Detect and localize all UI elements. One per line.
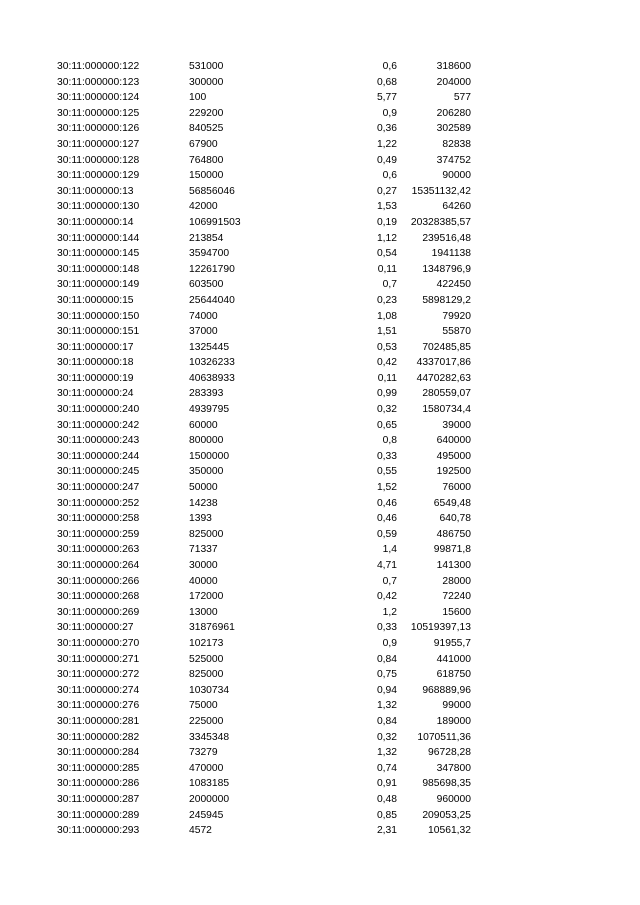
table-row [0,433,640,449]
table-row [0,464,640,480]
value-cell: 189000 [436,715,471,727]
table-row [0,90,640,106]
area-cell: 74000 [189,310,218,322]
value-cell: 99871,8 [433,544,471,556]
area-cell: 800000 [189,435,224,447]
value-cell: 28000 [442,575,471,587]
table-row [0,589,640,605]
area-cell: 102173 [189,637,224,649]
table-row [0,59,640,75]
rate-cell: 0,9 [382,637,397,649]
rate-cell: 0,46 [376,497,397,509]
value-cell: 5898129,2 [422,294,471,306]
table-row [0,511,640,527]
area-cell: 150000 [189,170,224,182]
rate-cell: 0,32 [376,404,397,416]
value-cell: 206280 [436,107,471,119]
cadastral-number-cell: 30:11:000000:27 [57,622,134,634]
cadastral-number-cell: 30:11:000000:274 [57,684,140,696]
table-row [0,340,640,356]
area-cell: 31876961 [189,622,235,634]
area-cell: 350000 [189,466,224,478]
rate-cell: 0,19 [376,216,397,228]
value-cell: 1580734,4 [422,404,471,416]
rate-cell: 0,42 [376,591,397,603]
value-cell: 15600 [442,606,471,618]
cadastral-number-cell: 30:11:000000:13 [57,185,134,197]
area-cell: 300000 [189,76,224,88]
rate-cell: 0,27 [376,185,397,197]
table-row [0,496,640,512]
area-cell: 75000 [189,700,218,712]
area-cell: 37000 [189,326,218,338]
table-row [0,386,640,402]
area-cell: 229200 [189,107,224,119]
rate-cell: 0,8 [382,435,397,447]
area-cell: 470000 [189,762,224,774]
rate-cell: 0,49 [376,154,397,166]
rate-cell: 1,51 [376,326,397,338]
area-cell: 283393 [189,388,224,400]
value-cell: 985698,35 [422,778,471,790]
table-row [0,683,640,699]
cadastral-number-cell: 30:11:000000:243 [57,435,140,447]
rate-cell: 1,32 [376,747,397,759]
value-cell: 422450 [436,279,471,291]
value-cell: 618750 [436,669,471,681]
table-row [0,542,640,558]
value-cell: 15351132,42 [411,185,471,197]
value-cell: 76000 [442,482,471,494]
area-cell: 225000 [189,715,224,727]
area-cell: 213854 [189,232,224,244]
area-cell: 3345348 [189,731,230,743]
cadastral-number-cell: 30:11:000000:259 [57,528,140,540]
value-cell: 441000 [436,653,471,665]
table-row [0,605,640,621]
cadastral-number-cell: 30:11:000000:264 [57,560,140,571]
area-cell: 1325445 [189,341,230,353]
value-cell: 64260 [442,201,471,213]
area-cell: 825000 [189,669,224,681]
cadastral-number-cell: 30:11:000000:17 [57,341,134,353]
table-row [0,371,640,387]
area-cell: 13000 [189,606,218,618]
rate-cell: 5,77 [376,92,397,104]
table-row [0,293,640,309]
rate-cell: 0,75 [376,669,397,681]
rate-cell: 0,46 [376,513,397,525]
area-cell: 100 [189,92,207,104]
rate-cell: 0,55 [376,466,397,478]
table-row [0,418,640,434]
table-row [0,309,640,325]
value-cell: 495000 [436,450,471,462]
cadastral-number-cell: 30:11:000000:129 [57,170,140,182]
cadastral-number-cell: 30:11:000000:268 [57,591,140,603]
area-cell: 106991503 [189,216,241,228]
area-cell: 73279 [189,747,218,759]
cadastral-number-cell: 30:11:000000:144 [57,232,140,244]
cadastral-number-cell: 30:11:000000:245 [57,466,140,478]
cadastral-number-cell: 30:11:000000:151 [57,326,140,338]
area-cell: 30000 [189,560,218,571]
area-cell: 40638933 [189,372,235,384]
rate-cell: 0,84 [376,653,397,665]
table-row [0,231,640,247]
area-cell: 245945 [189,809,224,821]
rate-cell: 0,65 [376,419,397,431]
rate-cell: 0,99 [376,388,397,400]
table-row [0,574,640,590]
area-cell: 25644040 [189,294,235,306]
area-cell: 67900 [189,138,218,150]
table-row [0,184,640,200]
value-cell: 4337017,86 [416,357,471,369]
cadastral-number-cell: 30:11:000000:293 [57,825,140,837]
area-cell: 40000 [189,575,218,587]
area-cell: 14238 [189,497,218,509]
cadastral-number-cell: 30:11:000000:150 [57,310,140,322]
area-cell: 71337 [189,544,218,556]
cadastral-number-cell: 30:11:000000:242 [57,419,140,431]
rate-cell: 0,6 [382,61,397,72]
value-cell: 10561,32 [428,825,471,837]
value-cell: 79920 [442,310,471,322]
value-cell: 192500 [436,466,471,478]
table-row [0,75,640,91]
rate-cell: 0,36 [376,123,397,135]
table-row [0,324,640,340]
cadastral-number-cell: 30:11:000000:284 [57,747,140,759]
cadastral-number-cell: 30:11:000000:124 [57,92,140,104]
rate-cell: 2,31 [376,825,397,837]
rate-cell: 0,9 [382,107,397,119]
area-cell: 12261790 [189,263,235,275]
area-cell: 4939795 [189,404,230,416]
value-cell: 968889,96 [422,684,471,696]
value-cell: 141300 [436,560,471,571]
cadastral-number-cell: 30:11:000000:287 [57,793,140,805]
value-cell: 91955,7 [433,637,471,649]
table-row [0,137,640,153]
cadastral-number-cell: 30:11:000000:258 [57,513,140,525]
rate-cell: 1,52 [376,482,397,494]
cadastral-number-cell: 30:11:000000:276 [57,700,140,712]
value-cell: 702485,85 [422,341,471,353]
rate-cell: 0,59 [376,528,397,540]
value-cell: 209053,25 [422,809,471,821]
table-row [0,620,640,636]
table-row [0,153,640,169]
cadastral-number-cell: 30:11:000000:126 [57,123,140,135]
table-row [0,246,640,262]
rate-cell: 0,84 [376,715,397,727]
table-row [0,714,640,730]
value-cell: 204000 [436,76,471,88]
table-row [0,199,640,215]
cadastral-number-cell: 30:11:000000:266 [57,575,140,587]
rate-cell: 0,33 [376,450,397,462]
cadastral-number-cell: 30:11:000000:282 [57,731,140,743]
value-cell: 577 [453,92,471,104]
value-cell: 99000 [442,700,471,712]
table-row [0,776,640,792]
cadastral-number-cell: 30:11:000000:149 [57,279,140,291]
cadastral-number-cell: 30:11:000000:24 [57,388,134,400]
value-cell: 239516,48 [422,232,471,244]
area-cell: 60000 [189,419,218,431]
table-row [0,792,640,808]
cadastral-number-cell: 30:11:000000:15 [57,294,134,306]
cadastral-number-cell: 30:11:000000:252 [57,497,140,509]
table-row [0,667,640,683]
area-cell: 1500000 [189,450,230,462]
rate-cell: 1,32 [376,700,397,712]
cadastral-number-cell: 30:11:000000:281 [57,715,140,727]
table-row [0,558,640,574]
rate-cell: 0,33 [376,622,397,634]
rate-cell: 0,94 [376,684,397,696]
value-cell: 1070511,36 [417,731,471,743]
value-cell: 6549,48 [433,497,471,509]
cadastral-number-cell: 30:11:000000:122 [57,61,140,72]
table-row [0,652,640,668]
area-cell: 531000 [189,61,224,72]
cadastral-number-cell: 30:11:000000:130 [57,201,140,213]
table-row [0,761,640,777]
area-cell: 10326233 [189,357,235,369]
cadastral-number-cell: 30:11:000000:125 [57,107,140,119]
cadastral-number-cell: 30:11:000000:247 [57,482,140,494]
value-cell: 374752 [436,154,471,166]
cadastral-number-cell: 30:11:000000:244 [57,450,140,462]
table-row [0,355,640,371]
rate-cell: 0,11 [377,263,397,275]
cadastral-number-cell: 30:11:000000:289 [57,809,140,821]
table-row [0,106,640,122]
area-cell: 1083185 [189,778,230,790]
rate-cell: 0,7 [382,575,397,587]
area-cell: 42000 [189,201,218,213]
area-cell: 1030734 [189,684,230,696]
area-cell: 4572 [189,825,212,837]
table-row [0,480,640,496]
area-cell: 840525 [189,123,224,135]
table-row [0,745,640,761]
table-row [0,215,640,231]
cadastral-number-cell: 30:11:000000:271 [57,653,140,665]
rate-cell: 0,42 [376,357,397,369]
area-cell: 825000 [189,528,224,540]
cadastral-number-cell: 30:11:000000:285 [57,762,140,774]
value-cell: 640,78 [439,513,471,525]
table-row [0,698,640,714]
rate-cell: 0,85 [376,809,397,821]
rate-cell: 0,6 [382,170,397,182]
table-row [0,808,640,824]
cadastral-number-cell: 30:11:000000:127 [57,138,140,150]
value-cell: 318600 [436,61,471,72]
rate-cell: 1,08 [376,310,397,322]
value-cell: 55870 [442,326,471,338]
cadastral-number-cell: 30:11:000000:286 [57,778,140,790]
area-cell: 525000 [189,653,224,665]
rate-cell: 1,53 [376,201,397,213]
rate-cell: 1,22 [376,138,397,150]
cadastral-number-cell: 30:11:000000:240 [57,404,140,416]
area-cell: 603500 [189,279,224,291]
value-cell: 96728,28 [428,747,471,759]
area-cell: 172000 [189,591,224,603]
cadastral-number-cell: 30:11:000000:269 [57,606,140,618]
value-cell: 4470282,63 [416,372,471,384]
area-cell: 764800 [189,154,224,166]
value-cell: 1348796,9 [422,263,471,275]
rate-cell: 1,4 [382,544,397,556]
rate-cell: 1,2 [382,606,397,618]
area-cell: 56856046 [189,185,235,197]
value-cell: 72240 [442,591,471,603]
value-cell: 347800 [436,762,471,774]
table-row [0,121,640,137]
cadastral-number-cell: 30:11:000000:128 [57,154,140,166]
rate-cell: 0,53 [376,341,397,353]
rate-cell: 0,48 [376,793,397,805]
cadastral-number-cell: 30:11:000000:270 [57,637,140,649]
rate-cell: 0,68 [376,76,397,88]
cadastral-number-cell: 30:11:000000:14 [57,216,134,228]
table-row [0,402,640,418]
table-row [0,262,640,278]
area-cell: 3594700 [189,248,230,260]
rate-cell: 0,32 [376,731,397,743]
rate-cell: 0,11 [377,372,397,384]
value-cell: 280559,07 [422,388,471,400]
cadastral-number-cell: 30:11:000000:148 [57,263,140,275]
value-cell: 640000 [436,435,471,447]
table-row [0,636,640,652]
rate-cell: 0,74 [376,762,397,774]
value-cell: 20328385,57 [410,216,471,228]
table-row [0,449,640,465]
rate-cell: 0,23 [376,294,397,306]
value-cell: 39000 [442,419,471,431]
cadastral-number-cell: 30:11:000000:19 [57,372,134,384]
value-cell: 90000 [442,170,471,182]
rate-cell: 1,12 [376,232,397,244]
value-cell: 82838 [442,138,471,150]
value-cell: 486750 [436,528,471,540]
rate-cell: 4,71 [376,560,397,571]
table-row [0,823,640,839]
cadastral-number-cell: 30:11:000000:123 [57,76,140,88]
value-cell: 960000 [436,793,471,805]
rate-cell: 0,54 [376,248,397,260]
value-cell: 302589 [436,123,471,135]
cadastral-number-cell: 30:11:000000:272 [57,669,140,681]
value-cell: 10519397,13 [410,622,471,634]
area-cell: 1393 [189,513,212,525]
data-table [0,59,640,839]
area-cell: 2000000 [189,793,230,805]
rate-cell: 0,91 [376,778,397,790]
cadastral-number-cell: 30:11:000000:263 [57,544,140,556]
table-row [0,168,640,184]
cadastral-number-cell: 30:11:000000:145 [57,248,140,260]
table-row [0,277,640,293]
value-cell: 1941138 [431,248,471,260]
table-row [0,730,640,746]
cadastral-number-cell: 30:11:000000:18 [57,357,134,369]
table-row [0,527,640,543]
rate-cell: 0,7 [382,279,397,291]
area-cell: 50000 [189,482,218,494]
